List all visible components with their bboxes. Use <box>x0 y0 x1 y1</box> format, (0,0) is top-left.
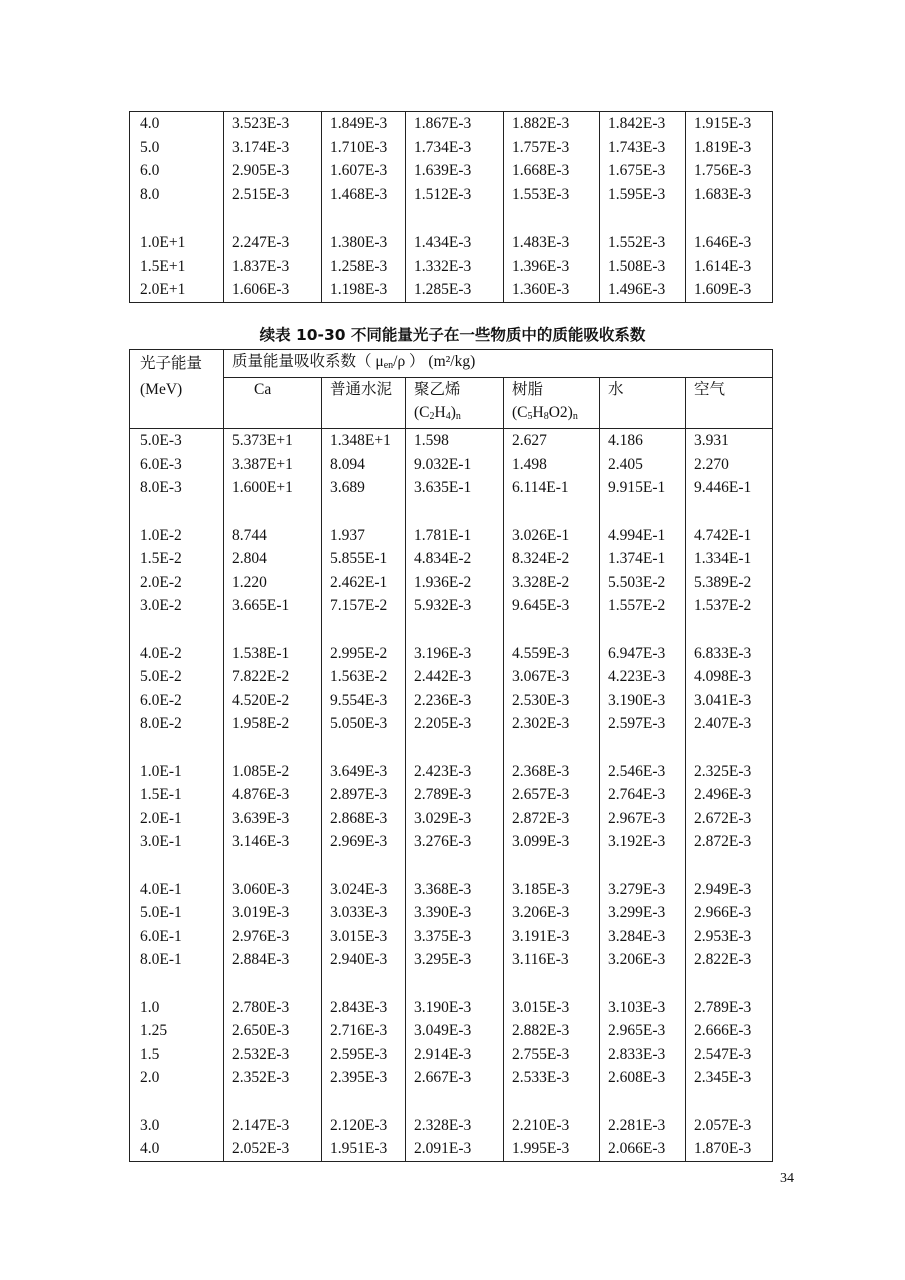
value-cell: 2.882E-3 <box>504 1019 600 1043</box>
value-cell: 2.325E-3 <box>686 760 773 784</box>
table-row <box>130 429 773 453</box>
energy-cell: 2.0E-1 <box>130 807 224 831</box>
value-cell: 3.387E+1 <box>224 453 322 477</box>
value-cell: 2.515E-3 <box>224 183 322 207</box>
value-cell: 1.498 <box>504 453 600 477</box>
value-cell: 7.822E-2 <box>224 665 322 689</box>
value-cell: 2.657E-3 <box>504 783 600 807</box>
value-cell: 4.186 <box>600 429 686 453</box>
value-cell: 2.953E-3 <box>686 925 773 949</box>
value-cell: 1.606E-3 <box>224 278 322 302</box>
value-cell: 4.223E-3 <box>600 665 686 689</box>
value-cell: 2.868E-3 <box>322 807 406 831</box>
energy-cell: 2.0E-2 <box>130 571 224 595</box>
table-row <box>130 996 773 1020</box>
energy-cell: 4.0 <box>130 112 224 136</box>
energy-cell: 1.5 <box>130 1043 224 1067</box>
value-cell: 2.780E-3 <box>224 996 322 1020</box>
value-cell: 2.872E-3 <box>504 807 600 831</box>
energy-cell: 1.25 <box>130 1019 224 1043</box>
header-formula-polyethylene: $(C_2H_4)_n$ <box>406 401 504 429</box>
value-cell: 1.936E-2 <box>406 571 504 595</box>
value-cell: 1.198E-3 <box>322 278 406 302</box>
energy-cell: 5.0E-1 <box>130 901 224 925</box>
value-cell: 1.396E-3 <box>504 255 600 279</box>
table-row <box>130 1019 773 1043</box>
value-cell: 2.965E-3 <box>600 1019 686 1043</box>
energy-cell: 1.5E-2 <box>130 547 224 571</box>
value-cell: 2.147E-3 <box>224 1114 322 1138</box>
table-row <box>130 255 773 279</box>
spacer-row <box>130 736 773 760</box>
value-cell: 1.553E-3 <box>504 183 600 207</box>
table-row <box>130 689 773 713</box>
table-row <box>130 136 773 160</box>
value-cell: 3.276E-3 <box>406 830 504 854</box>
value-cell: 1.781E-1 <box>406 524 504 548</box>
value-cell: 4.834E-2 <box>406 547 504 571</box>
value-cell: 1.734E-3 <box>406 136 504 160</box>
value-cell: 1.819E-3 <box>686 136 773 160</box>
value-cell: 2.270 <box>686 453 773 477</box>
value-cell: 1.285E-3 <box>406 278 504 302</box>
value-cell: 3.033E-3 <box>322 901 406 925</box>
value-cell: 2.405 <box>600 453 686 477</box>
value-cell: 1.496E-3 <box>600 278 686 302</box>
table-row <box>130 1137 773 1161</box>
value-cell: 3.639E-3 <box>224 807 322 831</box>
value-cell: 9.645E-3 <box>504 594 600 618</box>
energy-cell: 1.0E+1 <box>130 231 224 255</box>
table-header <box>130 350 773 429</box>
value-cell: 7.157E-2 <box>322 594 406 618</box>
value-cell: 3.284E-3 <box>600 925 686 949</box>
energy-cell: 1.5E-1 <box>130 783 224 807</box>
value-cell: 1.683E-3 <box>686 183 773 207</box>
value-cell: 2.608E-3 <box>600 1066 686 1090</box>
header-formula-resin: $(C_5H_8O2)_n$ <box>504 401 600 429</box>
value-cell: 3.206E-3 <box>504 901 600 925</box>
value-cell: 3.279E-3 <box>600 878 686 902</box>
value-cell: 1.607E-3 <box>322 159 406 183</box>
value-cell: 2.650E-3 <box>224 1019 322 1043</box>
value-cell: 3.174E-3 <box>224 136 322 160</box>
value-cell: 3.192E-3 <box>600 830 686 854</box>
energy-cell: 2.0E+1 <box>130 278 224 302</box>
table-row <box>130 571 773 595</box>
value-cell: 2.716E-3 <box>322 1019 406 1043</box>
value-cell: 1.483E-3 <box>504 231 600 255</box>
value-cell: 2.884E-3 <box>224 948 322 972</box>
table-row <box>130 476 773 500</box>
energy-cell: 1.0E-2 <box>130 524 224 548</box>
table-row <box>130 278 773 302</box>
value-cell: 1.951E-3 <box>322 1137 406 1161</box>
value-cell: 2.302E-3 <box>504 712 600 736</box>
value-cell: 3.390E-3 <box>406 901 504 925</box>
table-row <box>130 159 773 183</box>
value-cell: 2.789E-3 <box>406 783 504 807</box>
value-cell: 2.966E-3 <box>686 901 773 925</box>
table-row <box>130 1043 773 1067</box>
value-cell: 3.635E-1 <box>406 476 504 500</box>
value-cell: 2.949E-3 <box>686 878 773 902</box>
value-cell: 1.595E-3 <box>600 183 686 207</box>
value-cell: 3.049E-3 <box>406 1019 504 1043</box>
value-cell: 9.915E-1 <box>600 476 686 500</box>
value-cell: 2.833E-3 <box>600 1043 686 1067</box>
value-cell: 5.373E+1 <box>224 429 322 453</box>
value-cell: 3.026E-1 <box>504 524 600 548</box>
value-cell: 2.423E-3 <box>406 760 504 784</box>
value-cell: 1.646E-3 <box>686 231 773 255</box>
value-cell: 2.530E-3 <box>504 689 600 713</box>
value-cell: 3.328E-2 <box>504 571 600 595</box>
value-cell: 2.462E-1 <box>322 571 406 595</box>
table-row <box>130 183 773 207</box>
table-row <box>130 830 773 854</box>
value-cell: 1.870E-3 <box>686 1137 773 1161</box>
value-cell: 1.609E-3 <box>686 278 773 302</box>
value-cell: 3.196E-3 <box>406 642 504 666</box>
value-cell: 4.559E-3 <box>504 642 600 666</box>
spacer-row <box>130 1090 773 1114</box>
header-coefficient-title <box>224 350 773 378</box>
energy-cell: 5.0E-2 <box>130 665 224 689</box>
value-cell: 1.600E+1 <box>224 476 322 500</box>
value-cell: 1.598 <box>406 429 504 453</box>
value-cell: 3.191E-3 <box>504 925 600 949</box>
value-cell: 2.210E-3 <box>504 1114 600 1138</box>
value-cell: 2.969E-3 <box>322 830 406 854</box>
table-row <box>130 783 773 807</box>
value-cell: 3.190E-3 <box>406 996 504 1020</box>
value-cell: 2.976E-3 <box>224 925 322 949</box>
header-unit-mev: (MeV) <box>130 378 224 402</box>
header-title-post: /ρ ） (m²/kg) <box>393 353 476 370</box>
value-cell: 3.190E-3 <box>600 689 686 713</box>
value-cell: 1.995E-3 <box>504 1137 600 1161</box>
value-cell: 2.532E-3 <box>224 1043 322 1067</box>
value-cell: 3.665E-1 <box>224 594 322 618</box>
value-cell: 2.052E-3 <box>224 1137 322 1161</box>
value-cell: 2.352E-3 <box>224 1066 322 1090</box>
value-cell: 1.374E-1 <box>600 547 686 571</box>
value-cell: 1.882E-3 <box>504 112 600 136</box>
value-cell: 4.994E-1 <box>600 524 686 548</box>
value-cell: 1.537E-2 <box>686 594 773 618</box>
table-row <box>130 925 773 949</box>
value-cell: 3.067E-3 <box>504 665 600 689</box>
value-cell: 2.755E-3 <box>504 1043 600 1067</box>
value-cell: 2.843E-3 <box>322 996 406 1020</box>
value-cell: 3.015E-3 <box>504 996 600 1020</box>
value-cell: 2.789E-3 <box>686 996 773 1020</box>
value-cell: 2.967E-3 <box>600 807 686 831</box>
value-cell: 8.324E-2 <box>504 547 600 571</box>
header-title-pre: 质量能量吸收系数（ μ <box>232 353 384 370</box>
value-cell: 1.842E-3 <box>600 112 686 136</box>
table-row <box>130 878 773 902</box>
table-main-body <box>130 429 773 1162</box>
value-cell: 2.281E-3 <box>600 1114 686 1138</box>
value-cell: 3.299E-3 <box>600 901 686 925</box>
value-cell: 1.756E-3 <box>686 159 773 183</box>
value-cell: 2.672E-3 <box>686 807 773 831</box>
value-cell: 3.041E-3 <box>686 689 773 713</box>
table-row <box>130 1114 773 1138</box>
energy-cell: 8.0E-3 <box>130 476 224 500</box>
table-row <box>130 760 773 784</box>
table-mass-energy-absorption <box>129 349 773 1162</box>
value-cell: 6.947E-3 <box>600 642 686 666</box>
energy-cell: 6.0 <box>130 159 224 183</box>
value-cell: 3.029E-3 <box>406 807 504 831</box>
value-cell: 3.523E-3 <box>224 112 322 136</box>
header-col-ca: Ca <box>224 378 322 402</box>
value-cell: 2.914E-3 <box>406 1043 504 1067</box>
value-cell: 6.114E-1 <box>504 476 600 500</box>
value-cell: 2.597E-3 <box>600 712 686 736</box>
value-cell: 3.185E-3 <box>504 878 600 902</box>
value-cell: 8.094 <box>322 453 406 477</box>
value-cell: 1.085E-2 <box>224 760 322 784</box>
value-cell: 1.867E-3 <box>406 112 504 136</box>
value-cell: 9.032E-1 <box>406 453 504 477</box>
value-cell: 2.091E-3 <box>406 1137 504 1161</box>
energy-cell: 8.0E-1 <box>130 948 224 972</box>
table-top-continuation <box>129 111 773 303</box>
value-cell: 2.120E-3 <box>322 1114 406 1138</box>
value-cell: 2.066E-3 <box>600 1137 686 1161</box>
value-cell: 2.345E-3 <box>686 1066 773 1090</box>
value-cell: 2.595E-3 <box>322 1043 406 1067</box>
value-cell: 1.563E-2 <box>322 665 406 689</box>
table-row <box>130 231 773 255</box>
value-cell: 2.368E-3 <box>504 760 600 784</box>
value-cell: 4.520E-2 <box>224 689 322 713</box>
table-row <box>130 112 773 136</box>
value-cell: 2.667E-3 <box>406 1066 504 1090</box>
energy-cell: 6.0E-3 <box>130 453 224 477</box>
value-cell: 1.434E-3 <box>406 231 504 255</box>
value-cell: 8.744 <box>224 524 322 548</box>
value-cell: 3.689 <box>322 476 406 500</box>
value-cell: 3.116E-3 <box>504 948 600 972</box>
value-cell: 2.627 <box>504 429 600 453</box>
value-cell: 9.554E-3 <box>322 689 406 713</box>
header-col-polyethylene: 聚乙烯 <box>406 378 504 402</box>
table-caption: 续表 10-30 不同能量光子在一些物质中的质能吸收系数 <box>259 326 646 344</box>
value-cell: 3.368E-3 <box>406 878 504 902</box>
table-row <box>130 712 773 736</box>
header-col-resin: 树脂 <box>504 378 600 402</box>
value-cell: 3.024E-3 <box>322 878 406 902</box>
table-row <box>130 665 773 689</box>
table-row <box>130 1066 773 1090</box>
value-cell: 2.872E-3 <box>686 830 773 854</box>
energy-cell: 5.0 <box>130 136 224 160</box>
value-cell: 3.015E-3 <box>322 925 406 949</box>
value-cell: 2.205E-3 <box>406 712 504 736</box>
value-cell: 1.258E-3 <box>322 255 406 279</box>
value-cell: 2.407E-3 <box>686 712 773 736</box>
value-cell: 3.206E-3 <box>600 948 686 972</box>
value-cell: 2.905E-3 <box>224 159 322 183</box>
table-row <box>130 901 773 925</box>
value-cell: 1.557E-2 <box>600 594 686 618</box>
energy-cell: 6.0E-1 <box>130 925 224 949</box>
value-cell: 4.098E-3 <box>686 665 773 689</box>
value-cell: 1.837E-3 <box>224 255 322 279</box>
table-row <box>130 594 773 618</box>
value-cell: 1.675E-3 <box>600 159 686 183</box>
table-row <box>130 547 773 571</box>
value-cell: 2.995E-2 <box>322 642 406 666</box>
value-cell: 3.019E-3 <box>224 901 322 925</box>
value-cell: 4.876E-3 <box>224 783 322 807</box>
value-cell: 1.743E-3 <box>600 136 686 160</box>
header-col-air: 空气 <box>686 378 773 402</box>
value-cell: 1.508E-3 <box>600 255 686 279</box>
value-cell: 3.649E-3 <box>322 760 406 784</box>
value-cell: 2.057E-3 <box>686 1114 773 1138</box>
table-row <box>130 524 773 548</box>
table-top-body <box>130 112 773 303</box>
value-cell: 3.060E-3 <box>224 878 322 902</box>
energy-cell: 5.0E-3 <box>130 429 224 453</box>
value-cell: 2.897E-3 <box>322 783 406 807</box>
value-cell: 1.958E-2 <box>224 712 322 736</box>
table-row <box>130 642 773 666</box>
value-cell: 2.442E-3 <box>406 665 504 689</box>
header-col-cement: 普通水泥 <box>322 378 406 402</box>
value-cell: 2.940E-3 <box>322 948 406 972</box>
header-title-sub: en <box>383 360 394 371</box>
value-cell: 1.512E-3 <box>406 183 504 207</box>
value-cell: 3.295E-3 <box>406 948 504 972</box>
value-cell: 2.533E-3 <box>504 1066 600 1090</box>
energy-cell: 4.0 <box>130 1137 224 1161</box>
value-cell: 1.468E-3 <box>322 183 406 207</box>
value-cell: 1.380E-3 <box>322 231 406 255</box>
value-cell: 2.546E-3 <box>600 760 686 784</box>
value-cell: 3.375E-3 <box>406 925 504 949</box>
spacer-row <box>130 854 773 878</box>
value-cell: 2.822E-3 <box>686 948 773 972</box>
table-row <box>130 807 773 831</box>
value-cell: 9.446E-1 <box>686 476 773 500</box>
value-cell: 1.639E-3 <box>406 159 504 183</box>
value-cell: 1.614E-3 <box>686 255 773 279</box>
value-cell: 1.849E-3 <box>322 112 406 136</box>
value-cell: 1.332E-3 <box>406 255 504 279</box>
energy-cell: 4.0E-2 <box>130 642 224 666</box>
value-cell: 1.220 <box>224 571 322 595</box>
table-row <box>130 453 773 477</box>
value-cell: 6.833E-3 <box>686 642 773 666</box>
value-cell: 3.103E-3 <box>600 996 686 1020</box>
value-cell: 2.496E-3 <box>686 783 773 807</box>
value-cell: 5.503E-2 <box>600 571 686 595</box>
value-cell: 1.552E-3 <box>600 231 686 255</box>
value-cell: 1.937 <box>322 524 406 548</box>
energy-cell: 3.0E-2 <box>130 594 224 618</box>
header-col-water: 水 <box>600 378 686 402</box>
spacer-row <box>130 972 773 996</box>
value-cell: 1.668E-3 <box>504 159 600 183</box>
value-cell: 1.915E-3 <box>686 112 773 136</box>
value-cell: 2.666E-3 <box>686 1019 773 1043</box>
value-cell: 2.804 <box>224 547 322 571</box>
energy-cell: 3.0E-1 <box>130 830 224 854</box>
energy-cell: 8.0E-2 <box>130 712 224 736</box>
value-cell: 3.099E-3 <box>504 830 600 854</box>
spacer-row <box>130 206 773 231</box>
table-row <box>130 948 773 972</box>
energy-cell: 6.0E-2 <box>130 689 224 713</box>
value-cell: 5.050E-3 <box>322 712 406 736</box>
value-cell: 1.348E+1 <box>322 429 406 453</box>
energy-cell: 1.5E+1 <box>130 255 224 279</box>
value-cell: 4.742E-1 <box>686 524 773 548</box>
value-cell: 5.855E-1 <box>322 547 406 571</box>
value-cell: 2.328E-3 <box>406 1114 504 1138</box>
value-cell: 2.236E-3 <box>406 689 504 713</box>
energy-cell: 1.0E-1 <box>130 760 224 784</box>
energy-cell: 8.0 <box>130 183 224 207</box>
energy-cell: 3.0 <box>130 1114 224 1138</box>
value-cell: 2.395E-3 <box>322 1066 406 1090</box>
value-cell: 5.389E-2 <box>686 571 773 595</box>
header-photon-energy: 光子能量 <box>130 350 224 378</box>
energy-cell: 4.0E-1 <box>130 878 224 902</box>
energy-cell: 1.0 <box>130 996 224 1020</box>
spacer-row <box>130 618 773 642</box>
page-number: 34 <box>780 1171 794 1186</box>
value-cell: 2.764E-3 <box>600 783 686 807</box>
value-cell: 3.146E-3 <box>224 830 322 854</box>
energy-cell: 2.0 <box>130 1066 224 1090</box>
value-cell: 5.932E-3 <box>406 594 504 618</box>
value-cell: 1.538E-1 <box>224 642 322 666</box>
value-cell: 1.757E-3 <box>504 136 600 160</box>
value-cell: 2.547E-3 <box>686 1043 773 1067</box>
spacer-row <box>130 500 773 524</box>
value-cell: 1.710E-3 <box>322 136 406 160</box>
value-cell: 2.247E-3 <box>224 231 322 255</box>
value-cell: 3.931 <box>686 429 773 453</box>
value-cell: 1.334E-1 <box>686 547 773 571</box>
value-cell: 1.360E-3 <box>504 278 600 302</box>
